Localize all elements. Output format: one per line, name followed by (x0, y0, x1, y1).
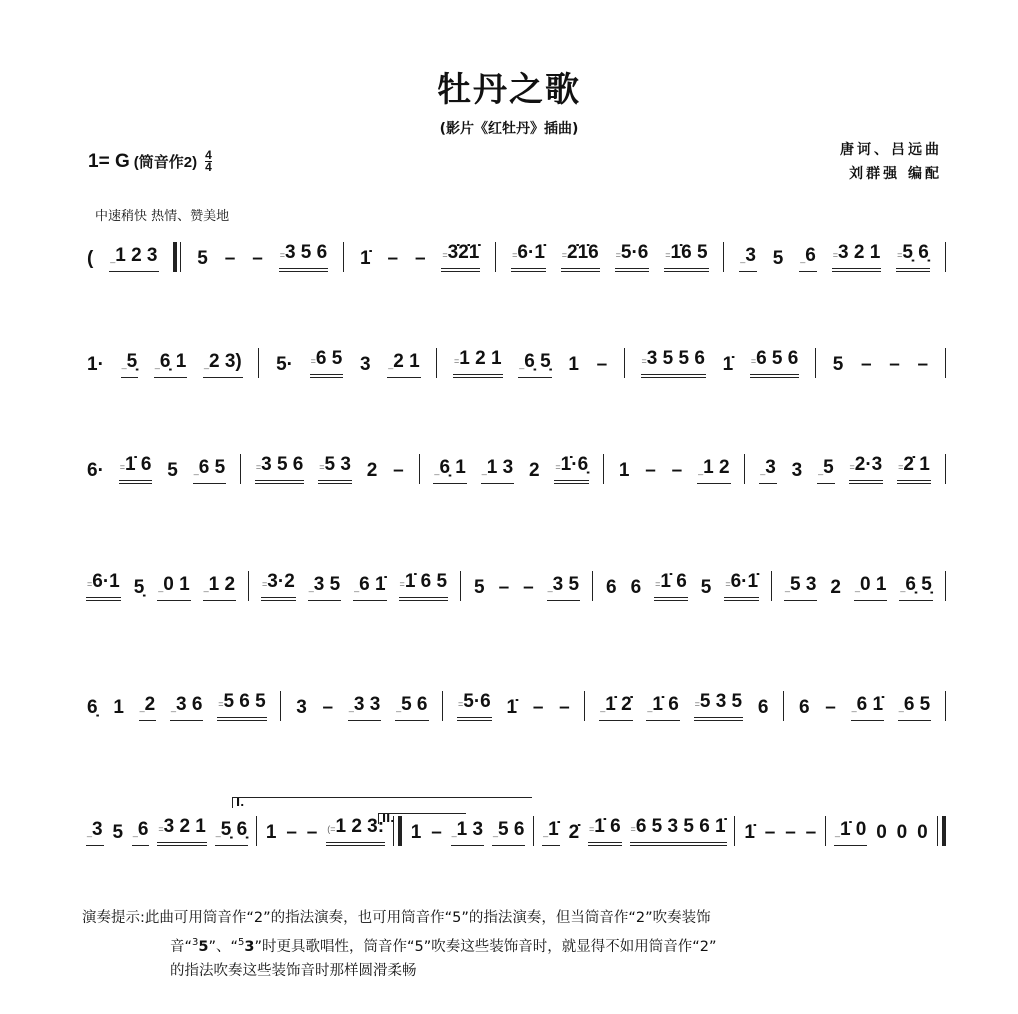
note-group: 1̇ (506, 697, 518, 718)
score-row (86, 240, 946, 272)
note-group: 2 (830, 577, 841, 598)
note-group: _5̣ (121, 352, 139, 378)
performance-note (82, 906, 962, 983)
note-group: 5 (197, 248, 208, 269)
sustain-dash: – (596, 354, 608, 375)
song-title: 牡丹之歌 (437, 70, 581, 110)
bar-line (258, 348, 259, 378)
sustain-dash: – (523, 577, 534, 598)
note-group: _2 3) (203, 352, 243, 378)
time-top: 4 (205, 148, 212, 162)
grace-note: 5 (238, 936, 245, 948)
bar-line (343, 242, 344, 272)
bar-line (436, 348, 437, 378)
note-group: 1̇ (744, 822, 755, 843)
note-group: 6 (606, 577, 617, 598)
performance-note-line1: 此曲可用筒音作“2”的指法演奏，也可用筒音作“5”的指法演奏，但当筒音作“2”吹奏装饰 (144, 910, 711, 926)
note-group: 2 (366, 460, 378, 481)
note-group: =6·1̇ (511, 243, 546, 272)
note-group: _6 5 (898, 695, 931, 721)
note-group: 0 (876, 822, 887, 843)
note-group: _3 (739, 246, 757, 272)
note-group: _1 2 (203, 575, 236, 601)
bar-line (815, 348, 816, 378)
note-group: =1 2 1 (453, 349, 503, 378)
text: ”时更具歌唱性，筒音作“5”吹奏这些装饰音时，就显得不如用筒音作“2” (254, 938, 717, 955)
bar-line (419, 454, 420, 484)
bar-line (240, 454, 241, 484)
note-group: =2̇1̇6 (561, 243, 600, 272)
note-group: ( (87, 248, 94, 269)
note-group: _1̇ 6 (646, 695, 679, 721)
score-row (86, 346, 946, 378)
note-group: 5 (167, 460, 178, 481)
note-group: =1̇ 6 5 (399, 572, 449, 601)
note-group: =2·3 (849, 455, 884, 484)
note-group: _3 5 (308, 575, 341, 601)
sustain-dash: – (917, 354, 929, 375)
note-group: 0 (917, 822, 928, 843)
note-group: _1̇ 2̇ (599, 695, 632, 721)
note-group: 5 (832, 354, 844, 375)
note-group: =2̇ 1 (897, 455, 931, 484)
note-group: _6̣ 5̣ (899, 575, 932, 601)
note-group: =6 5 6 (750, 349, 800, 378)
sustain-dash: – (393, 460, 404, 481)
note-group: _5 6 (492, 820, 525, 846)
sustain-dash: – (645, 460, 656, 481)
note-group: 5 (772, 248, 784, 269)
note-group: 6̣ (87, 697, 98, 718)
note-group: 5 (112, 822, 124, 843)
note-group: _3 (86, 820, 104, 846)
key-main: 1= G (88, 150, 130, 172)
note-group: 1 (265, 822, 277, 843)
score-row (86, 569, 946, 601)
note-group: 6· (87, 460, 104, 481)
bar-line (945, 454, 946, 484)
bar-line (584, 691, 585, 721)
note-group: =3 2 1 (832, 243, 882, 272)
performance-note-line2 (82, 931, 962, 959)
score-row (86, 689, 946, 721)
note-group: _5̣ 6̣ (215, 820, 248, 846)
note-group: 1 (618, 460, 630, 481)
volta-1: I. (232, 797, 532, 808)
note-group: _6̣ 1 (154, 352, 187, 378)
note-group: _3 5 (547, 575, 580, 601)
note-group: 1 (410, 822, 422, 843)
note-group: 5· (276, 354, 293, 375)
sustain-dash: – (286, 822, 297, 843)
note-group: _3 6 (170, 695, 203, 721)
sustain-dash: – (431, 822, 442, 843)
note-group: =5 3 5 (694, 692, 744, 721)
time-bottom: 4 (205, 160, 212, 174)
composer: 唐诃、吕远曲 (840, 142, 942, 158)
note-group: 3 (791, 460, 803, 481)
grace-note: 3 (192, 936, 199, 948)
note-group: =3·2 (261, 572, 296, 601)
bar-line (937, 816, 946, 846)
sustain-dash: – (764, 822, 776, 843)
note-group: =1̇6 5 (664, 243, 708, 272)
text: 音“ (170, 938, 193, 955)
note-group: =3̇2̇1̇ (441, 243, 480, 272)
note-group: 5 (700, 577, 712, 598)
note-group: =5 3 (318, 455, 352, 484)
score-row (86, 452, 946, 484)
note-group: =1̇·6̣ (554, 455, 589, 484)
sustain-dash: – (785, 822, 796, 843)
sustain-dash: – (306, 822, 318, 843)
sustain-dash: – (322, 697, 334, 718)
bar-line (248, 571, 249, 601)
key-note: (筒音作2) (133, 154, 198, 171)
note-group: _6 1̇ (353, 575, 386, 601)
note-group: _1̇ (542, 820, 560, 846)
bar-line (771, 571, 772, 601)
note-group: _6 1̇ (851, 695, 884, 721)
arranger: 刘群强 编配 (849, 166, 942, 182)
note-group: =3 5 5 6 (641, 349, 706, 378)
bar-line (256, 816, 257, 846)
bar-line (723, 242, 724, 272)
note-group: 0 (896, 822, 908, 843)
sustain-dash: – (252, 248, 263, 269)
note-group: 6 (630, 577, 642, 598)
time-signature (205, 150, 212, 173)
note-group: 6 (798, 697, 810, 718)
sustain-dash: – (498, 577, 510, 598)
performance-note-line3: 的指法吹奏这些装饰音时那样圆滑柔畅 (170, 962, 417, 979)
note-group: 3 (360, 354, 371, 375)
sustain-dash: – (825, 697, 836, 718)
note-group: =5·6 (615, 243, 650, 272)
note-group: _2 1 (387, 352, 420, 378)
bar-line (945, 571, 946, 601)
note: 3 (244, 938, 255, 955)
note-group: _2 (139, 695, 157, 721)
note-group: _1 3 (451, 820, 484, 846)
note-group: =1̇ 6 (588, 817, 622, 846)
note-group: _5 6 (395, 695, 428, 721)
note-group: 3 (296, 697, 307, 718)
note-group: _3 3 (348, 695, 381, 721)
note-group: =3 5 6 (279, 243, 329, 272)
note-group: 2 (528, 460, 540, 481)
text: ”、“ (208, 938, 239, 955)
composer-credits (840, 138, 942, 186)
sustain-dash: – (414, 248, 426, 269)
note: 5 (198, 938, 209, 955)
note-group: _6 5 (193, 458, 226, 484)
note-group: _1 2 (697, 458, 730, 484)
song-subtitle: (影片《红牡丹》插曲) (439, 121, 579, 137)
note-group: 1 (568, 354, 579, 375)
bar-line (592, 571, 593, 601)
sustain-dash: – (387, 248, 399, 269)
note-group: _5 3 (784, 575, 817, 601)
bar-line (783, 691, 784, 721)
note-group: _6̣ 1 (433, 458, 466, 484)
sustain-dash: – (860, 354, 872, 375)
tempo-marking: 中速稍快 热情、赞美地 (95, 209, 230, 224)
note-group: _1 3 (481, 458, 514, 484)
note-group: 2̇ (568, 822, 580, 843)
bar-line (533, 816, 534, 846)
note-group: =6 5 3 5 6 1̇ (630, 817, 727, 846)
bar-line (825, 816, 826, 846)
note-group: =3 2 1 (157, 817, 207, 846)
bar-line (173, 242, 181, 272)
sustain-dash: – (224, 248, 236, 269)
note-group: 1̇ (360, 248, 371, 269)
bar-line (624, 348, 625, 378)
sustain-dash: – (671, 460, 683, 481)
note-group: 5 (474, 577, 485, 598)
note-group: _5 (817, 458, 835, 484)
note-group: _0 1 (854, 575, 887, 601)
key-signature (88, 150, 212, 173)
bar-line (603, 454, 604, 484)
note-group: =6 5 (310, 349, 344, 378)
note-group: _1 2 3 (109, 246, 158, 272)
score-row (86, 814, 946, 846)
note-group: _6 (132, 820, 150, 846)
note-group: =5 6 5 (217, 692, 267, 721)
note-group: (=1 2 3: (326, 817, 385, 846)
note-group: =6·1 (86, 572, 121, 601)
note-group: _6 (799, 246, 817, 272)
note-group: 1̇ (722, 354, 734, 375)
bar-line (734, 816, 735, 846)
note-group: =5·6 (457, 692, 492, 721)
note-group: =3 5 6 (255, 455, 305, 484)
note-group: 1· (87, 354, 104, 375)
bar-line (945, 691, 946, 721)
note-group: 5̣ (133, 577, 145, 598)
bar-line (442, 691, 443, 721)
note-group: =1̇ 6 (119, 455, 153, 484)
note-group: =1̇ 6 (654, 572, 688, 601)
bar-line (744, 454, 745, 484)
bar-line (460, 571, 461, 601)
note-group: 6 (757, 697, 769, 718)
sustain-dash: – (805, 822, 817, 843)
sustain-dash: – (889, 354, 900, 375)
bar-line (945, 242, 946, 272)
bar-line (495, 242, 496, 272)
sustain-dash: – (532, 697, 544, 718)
note-group: _3 (759, 458, 777, 484)
note-group: _6̣ 5̣ (518, 352, 551, 378)
volta-2: II. (378, 813, 466, 824)
bar-line (280, 691, 281, 721)
note-group: 1 (113, 697, 124, 718)
sustain-dash: – (559, 697, 570, 718)
performance-note-label: 演奏提示: (82, 910, 145, 926)
note-group: _0 1 (157, 575, 190, 601)
note-group: =6·1̇ (724, 572, 759, 601)
note-group: _1̇ 0 (834, 820, 867, 846)
note-group: =5̣ 6̣ (896, 243, 930, 272)
bar-line (945, 348, 946, 378)
